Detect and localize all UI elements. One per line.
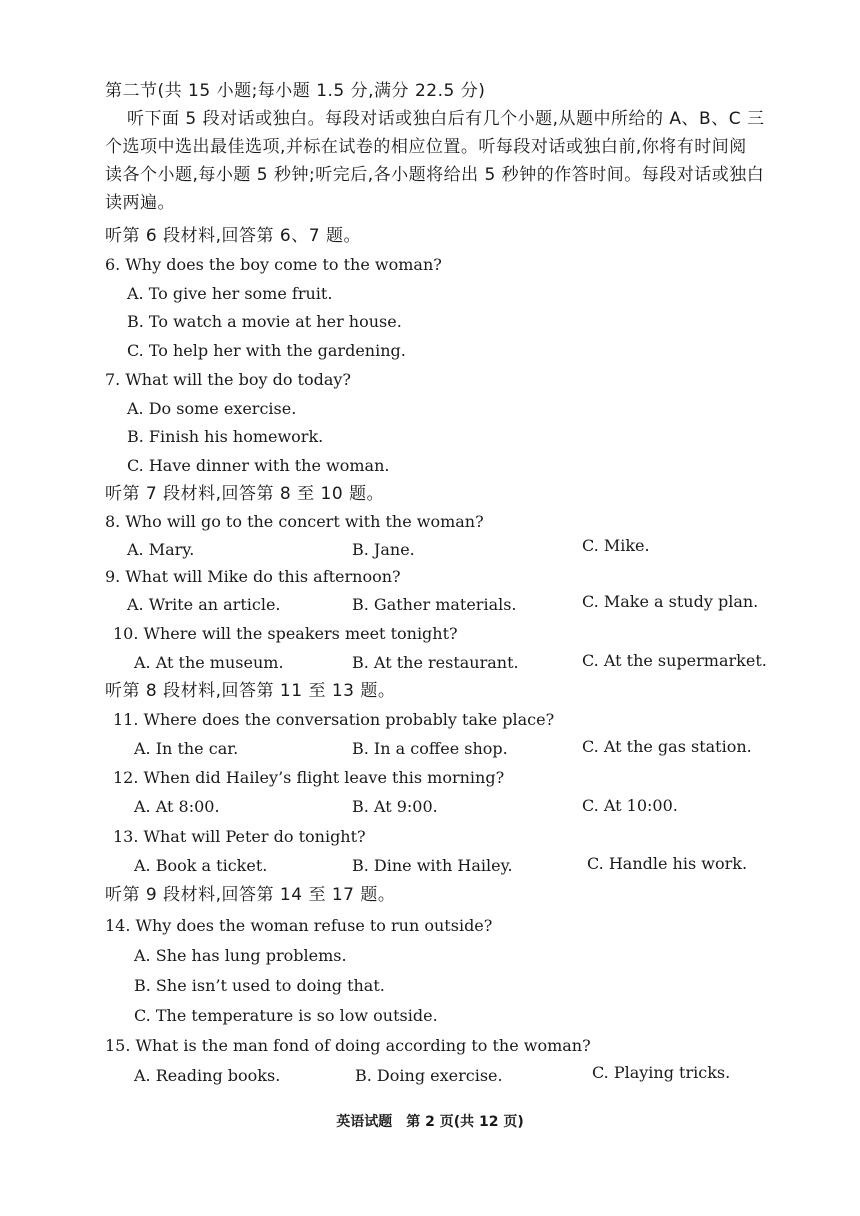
question-9: 9. What will Mike do this afternoon? bbox=[105, 567, 401, 586]
question-10: 10. Where will the speakers meet tonight? bbox=[113, 624, 458, 643]
option-9a[interactable]: A. Write an article. bbox=[127, 595, 281, 614]
option-11b[interactable]: B. In a coffee shop. bbox=[352, 739, 508, 758]
option-6b[interactable]: B. To watch a movie at her house. bbox=[127, 312, 402, 331]
option-10c[interactable]: C. At the supermarket. bbox=[582, 651, 767, 670]
option-14b[interactable]: B. She isn’t used to doing that. bbox=[134, 976, 385, 995]
option-7c[interactable]: C. Have dinner with the woman. bbox=[127, 456, 390, 475]
question-6: 6. Why does the boy come to the woman? bbox=[105, 255, 442, 274]
option-10b[interactable]: B. At the restaurant. bbox=[352, 653, 519, 672]
group-heading: 听第 9 段材料,回答第 14 至 17 题。 bbox=[105, 885, 396, 905]
question-15: 15. What is the man fond of doing according to the woman? bbox=[105, 1036, 591, 1055]
instruction-line: 读两遍。 bbox=[105, 193, 175, 213]
option-14c[interactable]: C. The temperature is so low outside. bbox=[134, 1006, 438, 1025]
group-heading: 听第 7 段材料,回答第 8 至 10 题。 bbox=[105, 484, 385, 504]
option-12c[interactable]: C. At 10:00. bbox=[582, 796, 678, 815]
page-footer: 英语试题 第 2 页(共 12 页) bbox=[336, 1114, 524, 1130]
instruction-line: 听下面 5 段对话或独白。每段对话或独白后有几个小题,从题中所给的 A、B、C 三 bbox=[127, 109, 765, 129]
group-heading: 听第 6 段材料,回答第 6、7 题。 bbox=[105, 226, 361, 246]
instruction-line: 个选项中选出最佳选项,并标在试卷的相应位置。听每段对话或独白前,你将有时间阅 bbox=[105, 137, 747, 157]
option-15a[interactable]: A. Reading books. bbox=[134, 1066, 281, 1085]
option-6c[interactable]: C. To help her with the gardening. bbox=[127, 341, 406, 360]
section-title: 第二节(共 15 小题;每小题 1.5 分,满分 22.5 分) bbox=[105, 81, 486, 101]
question-14: 14. Why does the woman refuse to run outside? bbox=[105, 916, 493, 935]
option-9c[interactable]: C. Make a study plan. bbox=[582, 592, 759, 611]
option-15b[interactable]: B. Doing exercise. bbox=[355, 1066, 503, 1085]
option-13b[interactable]: B. Dine with Hailey. bbox=[352, 856, 513, 875]
option-12b[interactable]: B. At 9:00. bbox=[352, 797, 438, 816]
question-8: 8. Who will go to the concert with the woman? bbox=[105, 512, 484, 531]
option-13a[interactable]: A. Book a ticket. bbox=[134, 856, 268, 875]
option-12a[interactable]: A. At 8:00. bbox=[134, 797, 220, 816]
option-8b[interactable]: B. Jane. bbox=[352, 540, 415, 559]
option-13c[interactable]: C. Handle his work. bbox=[587, 854, 748, 873]
group-heading: 听第 8 段材料,回答第 11 至 13 题。 bbox=[105, 681, 396, 701]
option-15c[interactable]: C. Playing tricks. bbox=[592, 1063, 731, 1082]
option-14a[interactable]: A. She has lung problems. bbox=[134, 946, 347, 965]
question-13: 13. What will Peter do tonight? bbox=[113, 827, 366, 846]
option-8a[interactable]: A. Mary. bbox=[127, 540, 195, 559]
option-9b[interactable]: B. Gather materials. bbox=[352, 595, 517, 614]
instruction-line: 读各个小题,每小题 5 秒钟;听完后,各小题将给出 5 秒钟的作答时间。每段对话或独白 bbox=[105, 165, 765, 185]
option-7a[interactable]: A. Do some exercise. bbox=[127, 399, 297, 418]
option-8c[interactable]: C. Mike. bbox=[582, 536, 650, 555]
question-7: 7. What will the boy do today? bbox=[105, 370, 351, 389]
option-6a[interactable]: A. To give her some fruit. bbox=[127, 284, 333, 303]
question-11: 11. Where does the conversation probably take place? bbox=[113, 710, 555, 729]
option-11a[interactable]: A. In the car. bbox=[134, 739, 239, 758]
question-12: 12. When did Hailey’s flight leave this morning? bbox=[113, 768, 505, 787]
option-11c[interactable]: C. At the gas station. bbox=[582, 737, 752, 756]
option-7b[interactable]: B. Finish his homework. bbox=[127, 427, 324, 446]
option-10a[interactable]: A. At the museum. bbox=[134, 653, 284, 672]
